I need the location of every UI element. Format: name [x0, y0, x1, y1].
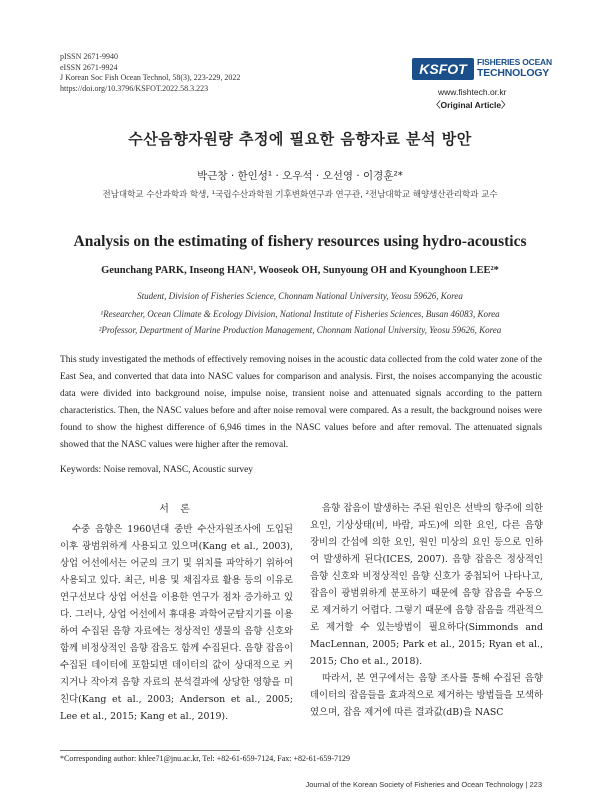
doi-link[interactable]: https://doi.org/10.3796/KSFOT.2022.58.3.223	[60, 83, 209, 93]
ksfot-logo-icon	[412, 58, 474, 80]
authors-korean: 박근창 · 한인성¹ · 오우석 · 오선영 · 이경훈²*	[197, 170, 403, 182]
logo-wordmark	[477, 57, 552, 78]
journal-logo	[412, 57, 560, 81]
title-english: Analysis on the estimating of fishery resources using hydro-acoustics	[73, 233, 527, 250]
footnote-divider	[60, 750, 240, 751]
journal-reference: J Korean Soc Fish Ocean Technol, 58(3), 223-229, 2022	[60, 73, 241, 82]
journal-info	[60, 52, 240, 94]
authors-english: Geunchang PARK, Inseong HAN¹, Wooseok OH, Sunyoung OH and Kyounghoon LEE²*	[101, 265, 499, 276]
journal-website[interactable]: www.fishtech.or.kr	[438, 87, 507, 97]
body-column-right	[310, 500, 543, 721]
keywords: Keywords: Noise removal, NASC, Acoustic survey	[60, 465, 253, 475]
affiliation-english-1: Student, Division of Fisheries Science, Chonnam National University, Yeosu 59626, Korea	[137, 291, 463, 301]
body-column-left	[60, 521, 293, 725]
corresponding-author: *Corresponding author: khlee71@jnu.ac.kr, Tel: +82-61-659-7124, Fax: +82-61-659-7129	[60, 754, 350, 763]
article-type: 〈Original Article〉	[432, 100, 510, 110]
title-korean: 수산음향자원량 추정에 필요한 음향자료 분석 방안	[128, 130, 472, 148]
paragraph: 음향 잡음이 발생하는 주된 원인은 선박의 항주에 의한 요인, 기상상태(비, 바람, 파도)에 의한 요인, 다른 음향 장비의 간섭에 의한 요인, 원인 미상의 요인 등으로 인하여 발생하게 된다(ICES, 2007). 음향 잡음은 정상적인 음향 신호와 비정상적인 음향 신호가 중첩되어 나타나고, 잡음이 광범위하게 분포하기 때문에 음향 잡음을 수동으로 제거하기 어렵다. 그렇기 때문에 음향 잡음을 객관적으로 제거할 수 있는방법이 필요하다(Simmonds and MacLennan, 2005; Park et al., 2015; Ryan et al., 2015; Cho et al., 2018).	[310, 503, 543, 667]
logo-line-1: FISHERIES OCEAN	[477, 57, 552, 67]
abstract: This study investigated the methods of effectively removing noises in the acoustic data collected from the cold water zone of the East Sea, and converted that data into NASC values for comparison and analysis. First, the noises accompanying the acoustic data were divided into background noise, impulse noise, transient noise and attenuated signals according to the pattern characteristics. Then, the NASC values before and after noise removal were compared. As a result, the background noises were found to show the highest difference of 6,946 times in the NASC values before and after removal. The attenuated signals showed that the NASC values were higher after the removal.	[60, 355, 542, 450]
page-footer: Journal of the Korean Society of Fisheries and Ocean Technology | 223	[305, 780, 542, 789]
logo-badge-text: KSFOT	[419, 61, 467, 77]
paragraph: 따라서, 본 연구에서는 음향 조사를 통해 수집된 음향 데이터의 잡음들을 효과적으로 제거하는 방법들을 모색하였으며, 잡음 제거에 따른 결과값(dB)을 NASC	[310, 673, 543, 718]
affiliation-korean: 전남대학교 수산과학과 학생, ¹국립수산과학원 기후변화연구과 연구관, ²전남대학교 해양생산관리학과 교수	[102, 190, 498, 200]
affiliation-english-3: ²Professor, Department of Marine Production Management, Chonnam National University, Yeosu 59626, Korea	[98, 325, 502, 335]
affiliation-english-2: ¹Researcher, Ocean Climate & Ecology Division, National Institute of Fisheries Sciences, Busan 46083, Korea	[100, 309, 500, 319]
pissn: pISSN 2671-9940	[60, 52, 119, 61]
logo-line-2: TECHNOLOGY	[477, 66, 550, 79]
paragraph: 수중 음향은 1960년대 중반 수산자원조사에 도입된 이후 광범위하게 사용되고 있으며(Kang et al., 2003), 상업 어선에서는 어군의 크기 및 위치를 파악하기 위하여 사용되고 있다. 최근, 비용 및 채집자료 활용 등의 이유로 연구선보다 상업 어선을 이용한 연구가 점차 증가하고 있다. 그러나, 상업 어선에서 휴대용 과학어군탐지기를 이용하여 수집된 음향 자료에는 정상적인 생물의 음향 신호와 함께 비정상적인 음향 잡음도 함께 수집된다. 음향 잡음이 수집된 데이터에 포함되면 데이터의 값이 상대적으로 커지거나 작아져 음향 자료의 분석결과에 상당한 영향을 미친다(Kang et al., 2003; Anderson et al., 2005; Lee et al., 2015; Kang et al., 2019).	[60, 524, 293, 722]
eissn: eISSN 2671-9924	[60, 62, 118, 72]
section-heading-introduction: 서 론	[159, 504, 194, 515]
